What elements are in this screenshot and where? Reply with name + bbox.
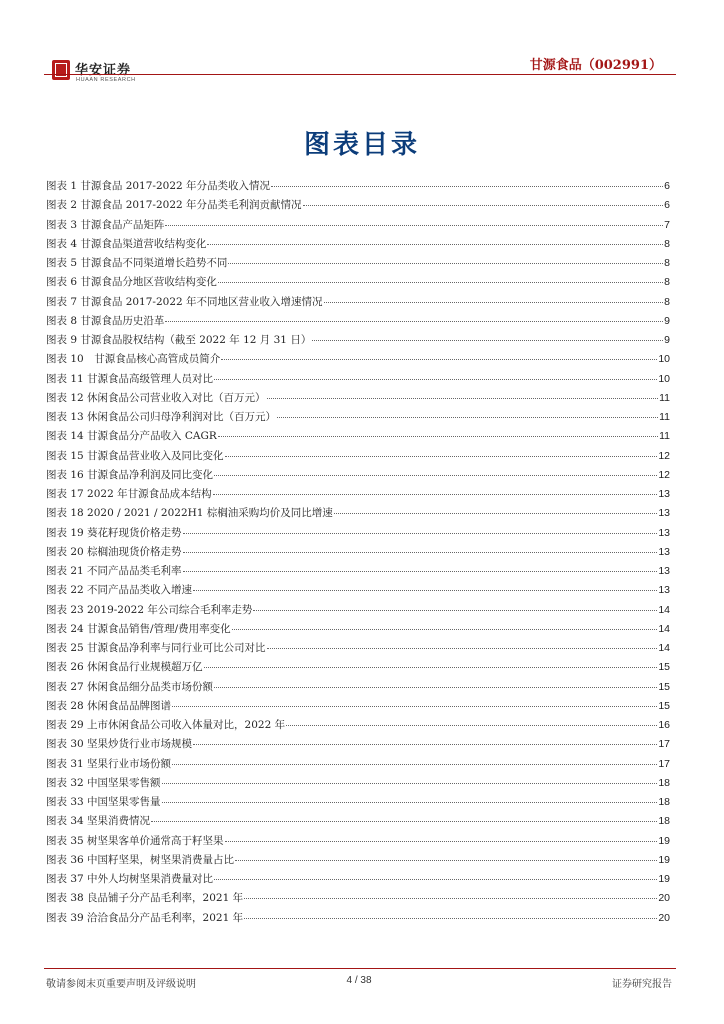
toc-entry[interactable] <box>46 467 670 486</box>
toc-entry[interactable] <box>46 794 670 813</box>
toc-entry-title: 图表 39 洽洽食品分产品毛利率，2021 年 <box>46 911 244 924</box>
toc-entry-page: 18 <box>658 796 670 808</box>
toc-entry-page: 9 <box>664 334 670 346</box>
toc-entry[interactable] <box>46 371 670 390</box>
toc-dot-leader <box>218 282 663 283</box>
toc-entry-page: 20 <box>658 892 670 905</box>
toc-entry-page: 8 <box>664 276 670 289</box>
toc-entry-page: 13 <box>658 488 670 500</box>
toc-entry[interactable] <box>46 679 670 698</box>
toc-dot-leader <box>204 667 658 668</box>
toc-entry-title: 图表 12 休闲食品公司营业收入对比（百万元） <box>46 391 266 404</box>
toc-dot-leader <box>162 802 658 803</box>
toc-entry-page: 15 <box>658 699 670 712</box>
toc-entry-page: 10 <box>658 372 670 385</box>
toc-dot-leader <box>271 186 663 187</box>
toc-entry-title: 图表 23 2019-2022 年公司综合毛利率走势 <box>46 603 253 616</box>
toc-entry-page: 19 <box>658 873 670 885</box>
toc-entry-page: 8 <box>664 295 670 308</box>
toc-dot-leader <box>244 898 657 899</box>
toc-entry-page: 13 <box>658 584 670 597</box>
toc-entry-title: 图表 7 甘源食品 2017-2022 年不同地区营业收入增速情况 <box>46 295 323 308</box>
page-title: 图表目录 <box>303 130 420 160</box>
toc-dot-leader <box>303 205 664 206</box>
toc-entry[interactable] <box>46 659 670 678</box>
toc-dot-leader <box>253 610 657 611</box>
toc-entry[interactable] <box>46 255 670 274</box>
toc-entry-title: 图表 27 休闲食品细分品类市场份额 <box>46 680 214 693</box>
page-number: 4 / 38 <box>346 975 372 986</box>
toc-entry-page: 19 <box>658 853 670 866</box>
toc-entry[interactable] <box>46 313 670 332</box>
toc-entry-title: 图表 16 甘源食品净利润及同比变化 <box>46 468 214 481</box>
toc-entry[interactable] <box>46 351 670 370</box>
toc-entry-title: 图表 2 甘源食品 2017-2022 年分品类毛利润贡献情况 <box>46 199 302 212</box>
toc-entry-page: 20 <box>658 911 670 924</box>
toc-dot-leader <box>172 706 657 707</box>
toc-entry-title: 图表 13 休闲食品公司归母净利润对比（百万元） <box>46 411 277 423</box>
toc-entry-title: 图表 26 休闲食品行业规模超万亿 <box>46 661 203 674</box>
toc-entry-page: 13 <box>658 565 670 577</box>
toc-dot-leader <box>193 590 657 591</box>
toc-entry-title: 图表 3 甘源食品产品矩阵 <box>46 218 165 231</box>
header-divider <box>44 74 676 75</box>
toc-entry[interactable] <box>46 563 670 582</box>
toc-dot-leader <box>221 359 657 360</box>
figure-toc-list <box>46 178 670 929</box>
toc-entry-title: 图表 9 甘源食品股权结构（截至 2022 年 12 月 31 日） <box>46 334 312 346</box>
toc-dot-leader <box>267 398 659 399</box>
toc-dot-leader <box>312 340 663 341</box>
toc-dot-leader <box>151 821 657 822</box>
toc-entry[interactable] <box>46 833 670 852</box>
toc-dot-leader <box>214 687 657 688</box>
toc-entry-page: 14 <box>658 622 670 635</box>
toc-entry[interactable] <box>46 294 670 313</box>
toc-entry-title: 图表 36 中国籽坚果，树坚果消费量占比 <box>46 853 235 866</box>
toc-entry-title: 图表 34 坚果消费情况 <box>46 815 151 828</box>
toc-dot-leader <box>225 841 658 842</box>
toc-entry-page: 8 <box>664 237 670 250</box>
toc-entry[interactable] <box>46 544 670 563</box>
toc-entry-page: 15 <box>658 661 670 674</box>
toc-dot-leader <box>165 321 663 322</box>
toc-entry-title: 图表 19 葵花籽现货价格走势 <box>46 526 182 539</box>
toc-entry-title: 图表 24 甘源食品销售/管理/费用率变化 <box>46 622 231 635</box>
toc-entry[interactable] <box>46 505 670 524</box>
toc-entry-page: 13 <box>658 507 670 520</box>
toc-entry[interactable] <box>46 602 670 621</box>
toc-entry[interactable] <box>46 621 670 640</box>
toc-entry-title: 图表 5 甘源食品不同渠道增长趋势不同 <box>46 257 228 269</box>
logo-text: 华安证券 <box>75 63 132 78</box>
toc-entry-title: 图表 37 中外人均树坚果消费量对比 <box>46 873 214 885</box>
toc-dot-leader <box>183 533 658 534</box>
toc-dot-leader <box>162 783 658 784</box>
toc-entry-page: 6 <box>664 180 670 192</box>
toc-entry-page: 13 <box>658 545 670 558</box>
toc-entry-title: 图表 4 甘源食品渠道营收结构变化 <box>46 237 207 250</box>
toc-dot-leader <box>244 918 657 919</box>
toc-entry-page: 8 <box>664 257 670 269</box>
toc-entry-title: 图表 32 中国坚果零售额 <box>46 776 161 789</box>
toc-dot-leader <box>214 879 657 880</box>
toc-entry-page: 18 <box>658 815 670 828</box>
toc-entry[interactable] <box>46 890 670 909</box>
toc-entry[interactable] <box>46 448 670 467</box>
toc-entry[interactable] <box>46 390 670 409</box>
toc-dot-leader <box>207 244 663 245</box>
toc-entry-title: 图表 1 甘源食品 2017-2022 年分品类收入情况 <box>46 180 271 192</box>
toc-entry-title: 图表 8 甘源食品历史沿革 <box>46 314 165 327</box>
toc-entry-title: 图表 38 良品铺子分产品毛利率，2021 年 <box>46 892 244 905</box>
toc-entry-title: 图表 15 甘源食品营业收入及同比变化 <box>46 449 224 462</box>
toc-entry-page: 9 <box>664 314 670 327</box>
toc-entry-title: 图表 25 甘源食品净利率与同行业可比公司对比 <box>46 642 266 654</box>
huaan-logo-icon <box>52 60 70 80</box>
toc-entry-page: 11 <box>659 411 670 423</box>
toc-dot-leader <box>214 379 657 380</box>
toc-entry[interactable] <box>46 852 670 871</box>
toc-entry-title: 图表 35 树坚果客单价通常高于籽坚果 <box>46 834 224 847</box>
footer-divider <box>44 968 676 969</box>
toc-dot-leader <box>277 417 658 418</box>
toc-entry-title: 图表 29 上市休闲食品公司收入体量对比，2022 年 <box>46 719 286 731</box>
toc-dot-leader <box>183 552 658 553</box>
toc-entry-page: 15 <box>658 680 670 693</box>
toc-entry[interactable] <box>46 236 670 255</box>
toc-entry-title: 图表 31 坚果行业市场份额 <box>46 757 172 770</box>
toc-entry[interactable] <box>46 910 670 929</box>
toc-dot-leader <box>235 860 657 861</box>
toc-dot-leader <box>267 648 658 649</box>
toc-entry[interactable] <box>46 428 670 447</box>
toc-dot-leader <box>228 263 663 264</box>
toc-dot-leader <box>172 764 657 765</box>
toc-entry-page: 6 <box>664 199 670 212</box>
toc-entry-title: 图表 11 甘源食品高级管理人员对比 <box>46 372 214 385</box>
toc-entry[interactable] <box>46 525 670 544</box>
toc-entry[interactable] <box>46 178 670 197</box>
toc-entry-page: 11 <box>659 391 670 404</box>
toc-entry[interactable] <box>46 217 670 236</box>
logo-subtext: HUAAN RESEARCH <box>76 77 136 83</box>
toc-dot-leader <box>324 302 664 303</box>
toc-dot-leader <box>225 456 658 457</box>
toc-entry-title: 图表 33 中国坚果零售量 <box>46 796 161 808</box>
toc-entry-title: 图表 18 2020 / 2021 / 2022H1 棕榈油采购均价及同比增速 <box>46 507 333 520</box>
toc-entry-page: 14 <box>658 603 670 616</box>
toc-entry-page: 18 <box>658 776 670 789</box>
toc-dot-leader <box>214 475 657 476</box>
toc-entry[interactable] <box>46 756 670 775</box>
disclaimer-note: 敬请参阅末页重要声明及评级说明 <box>46 979 196 990</box>
toc-dot-leader <box>218 436 658 437</box>
toc-entry-page: 19 <box>658 834 670 847</box>
toc-entry-title: 图表 20 棕榈油现货价格走势 <box>46 545 182 558</box>
toc-entry[interactable] <box>46 274 670 293</box>
toc-entry-title: 图表 6 甘源食品分地区营收结构变化 <box>46 276 217 289</box>
toc-entry[interactable] <box>46 486 670 505</box>
company-name: 甘源食品（002991） <box>529 58 662 73</box>
page-header <box>0 0 724 90</box>
toc-entry-title: 图表 30 坚果炒货行业市场规模 <box>46 738 193 751</box>
toc-entry-title: 图表 21 不同产品品类毛利率 <box>46 565 182 577</box>
toc-entry-page: 17 <box>658 757 670 770</box>
toc-entry-page: 16 <box>658 719 670 731</box>
toc-entry-title: 图表 14 甘源食品分产品收入 CAGR <box>46 430 217 443</box>
toc-entry-page: 11 <box>659 430 670 443</box>
toc-entry[interactable] <box>46 409 670 428</box>
toc-entry[interactable] <box>46 698 670 717</box>
toc-dot-leader <box>232 629 658 630</box>
toc-entry[interactable] <box>46 582 670 601</box>
toc-entry[interactable] <box>46 871 670 890</box>
toc-entry-title: 图表 22 不同产品品类收入增速 <box>46 584 193 597</box>
toc-entry-page: 13 <box>658 526 670 539</box>
toc-entry-page: 17 <box>658 738 670 751</box>
toc-dot-leader <box>193 744 657 745</box>
toc-entry-title: 图表 28 休闲食品品牌图谱 <box>46 699 172 712</box>
toc-entry[interactable] <box>46 717 670 736</box>
toc-entry-page: 12 <box>658 468 670 481</box>
toc-entry[interactable] <box>46 775 670 794</box>
toc-entry-page: 12 <box>658 449 670 462</box>
toc-entry-page: 14 <box>658 642 670 654</box>
report-type: 证券研究报告 <box>612 979 672 990</box>
toc-entry-page: 10 <box>658 353 670 366</box>
toc-entry-page: 7 <box>664 218 670 231</box>
toc-entry[interactable] <box>46 332 670 351</box>
toc-entry[interactable] <box>46 736 670 755</box>
toc-entry-title: 图表 17 2022 年甘源食品成本结构 <box>46 488 212 500</box>
toc-dot-leader <box>213 494 658 495</box>
toc-entry[interactable] <box>46 197 670 216</box>
toc-dot-leader <box>183 571 658 572</box>
toc-entry[interactable] <box>46 640 670 659</box>
toc-dot-leader <box>286 725 657 726</box>
toc-entry-title: 图表 10 甘源食品核心高管成员简介 <box>46 353 221 366</box>
toc-dot-leader <box>165 225 663 226</box>
toc-entry[interactable] <box>46 813 670 832</box>
toc-dot-leader <box>334 513 658 514</box>
